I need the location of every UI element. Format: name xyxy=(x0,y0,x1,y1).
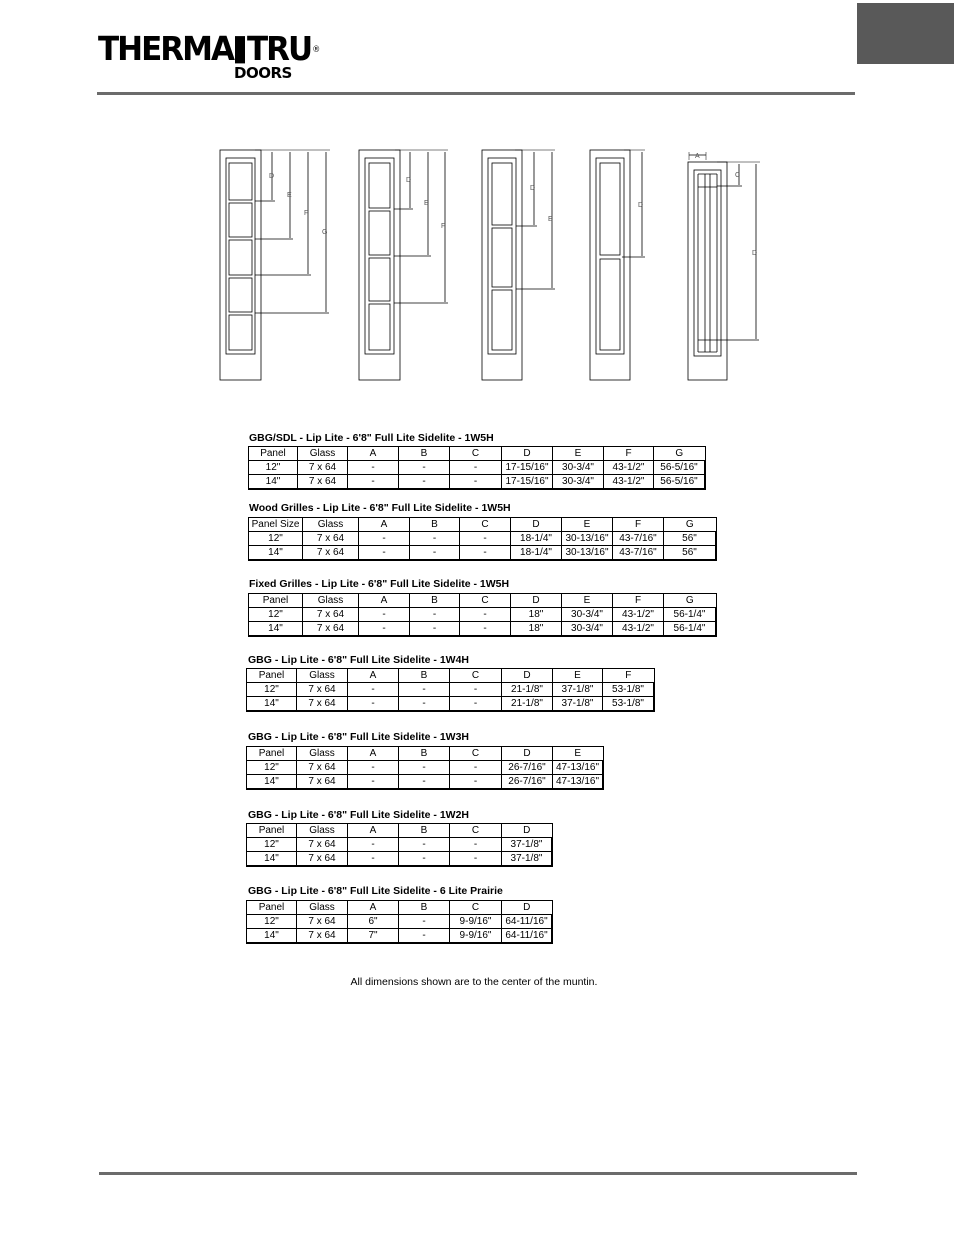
table-row xyxy=(247,929,553,944)
column-header: Glass xyxy=(303,594,359,608)
diagram-1-label-f: F xyxy=(304,210,309,217)
column-header: D xyxy=(502,747,553,761)
column-header: Panel xyxy=(249,447,298,461)
table-cell: 14" xyxy=(249,546,303,561)
table-cell: - xyxy=(410,622,460,637)
table-header-row xyxy=(247,669,655,683)
column-header: D xyxy=(502,447,553,461)
table-cell: 43-7/16" xyxy=(613,546,664,561)
table-cell: 7 x 64 xyxy=(297,852,348,867)
table-header-row xyxy=(249,447,706,461)
table-cell: - xyxy=(410,608,460,622)
table-cell: 56-5/16" xyxy=(654,461,706,475)
table-title-gbg-1w3h: GBG - Lip Lite - 6'8" Full Lite Sidelite - 1W3H xyxy=(248,731,469,743)
table-cell: 43-1/2" xyxy=(604,461,654,475)
spec-table-gbg-prairie xyxy=(246,900,553,944)
spec-table-gbg-1w2h xyxy=(246,823,553,867)
table-header-row xyxy=(249,518,717,532)
table-cell: - xyxy=(399,915,450,929)
table-cell: - xyxy=(399,683,450,697)
column-header: F xyxy=(604,447,654,461)
table-title-gbg-1w2h: GBG - Lip Lite - 6'8" Full Lite Sidelite - 1W2H xyxy=(248,809,469,821)
table-cell: 64-11/16" xyxy=(502,929,553,944)
table-cell: 30-13/16" xyxy=(562,546,613,561)
spec-table-fixed-grilles-1w5h xyxy=(248,593,717,637)
table-row xyxy=(247,915,553,929)
table-cell: 53-1/8" xyxy=(603,697,655,712)
column-header: Glass xyxy=(303,518,359,532)
table-cell: 12" xyxy=(249,608,303,622)
table-cell: - xyxy=(359,532,410,546)
table-cell: 7 x 64 xyxy=(303,546,359,561)
table-cell: 7 x 64 xyxy=(297,838,348,852)
table-cell: 7 x 64 xyxy=(303,622,359,637)
table-cell: - xyxy=(348,683,399,697)
table-cell: - xyxy=(450,761,502,775)
table-cell: - xyxy=(348,761,399,775)
logo-text-right: TRU xyxy=(246,30,312,69)
column-header: A xyxy=(348,447,399,461)
diagram-1-label-g: G xyxy=(322,229,328,236)
table-title-fixed-grilles-1w5h: Fixed Grilles - Lip Lite - 6'8" Full Lite Sidelite - 1W5H xyxy=(249,578,510,590)
table-cell: - xyxy=(450,461,502,475)
table-cell: 12" xyxy=(247,761,297,775)
table-cell: - xyxy=(399,775,450,790)
diagram-3-label-e: E xyxy=(548,216,553,223)
table-row xyxy=(247,697,655,712)
logo-subtitle: DOORS xyxy=(234,64,292,82)
footnote: All dimensions shown are to the center of the muntin. xyxy=(350,976,598,988)
diagram-4-label-d: D xyxy=(638,202,644,209)
column-header: D xyxy=(502,669,553,683)
table-row xyxy=(247,761,604,775)
table-cell: 14" xyxy=(247,852,297,867)
column-header: G xyxy=(664,594,717,608)
column-header: F xyxy=(603,669,655,683)
column-header: B xyxy=(410,594,460,608)
table-row xyxy=(247,775,604,790)
table-cell: 12" xyxy=(249,461,298,475)
table-cell: 26-7/16" xyxy=(502,775,553,790)
column-header: Glass xyxy=(297,747,348,761)
table-cell: 47-13/16" xyxy=(553,775,604,790)
table-cell: 43-7/16" xyxy=(613,532,664,546)
table-cell: - xyxy=(450,775,502,790)
table-cell: - xyxy=(399,475,450,490)
table-cell: - xyxy=(460,622,511,637)
table-cell: 18" xyxy=(511,608,562,622)
table-cell: - xyxy=(399,761,450,775)
table-cell: - xyxy=(399,461,450,475)
diagram-5-label-c: C xyxy=(735,172,741,179)
table-cell: 14" xyxy=(247,929,297,944)
column-header: Panel xyxy=(249,594,303,608)
table-cell: 18-1/4" xyxy=(511,532,562,546)
table-cell: 14" xyxy=(247,697,297,712)
table-cell: - xyxy=(460,546,511,561)
column-header: C xyxy=(450,901,502,915)
table-row xyxy=(249,608,717,622)
table-cell: 6" xyxy=(348,915,399,929)
table-cell: 64-11/16" xyxy=(502,915,553,929)
table-cell: - xyxy=(359,546,410,561)
table-cell: 7 x 64 xyxy=(297,775,348,790)
diagram-5-label-d: D xyxy=(752,250,758,257)
table-cell: - xyxy=(450,475,502,490)
table-cell: - xyxy=(399,838,450,852)
column-header: A xyxy=(348,747,399,761)
table-cell: 18-1/4" xyxy=(511,546,562,561)
diagram-1-label-d: D xyxy=(269,173,275,180)
spec-table-gbg-1w4h xyxy=(246,668,655,712)
column-header: Glass xyxy=(297,901,348,915)
diagram-1w3h xyxy=(482,150,555,380)
column-header: A xyxy=(348,901,399,915)
table-cell: 56-1/4" xyxy=(664,608,717,622)
table-cell: - xyxy=(410,546,460,561)
column-header: D xyxy=(511,518,562,532)
table-cell: 43-1/2" xyxy=(613,622,664,637)
table-cell: - xyxy=(450,852,502,867)
table-header-row xyxy=(247,901,553,915)
table-cell: 7 x 64 xyxy=(298,475,348,490)
table-cell: 37-1/8" xyxy=(502,852,553,867)
table-cell: - xyxy=(460,532,511,546)
table-cell: 21-1/8" xyxy=(502,683,553,697)
table-row xyxy=(249,622,717,637)
table-header-row xyxy=(249,594,717,608)
table-cell: - xyxy=(399,929,450,944)
column-header: B xyxy=(399,447,450,461)
table-cell: - xyxy=(460,608,511,622)
table-cell: 18" xyxy=(511,622,562,637)
table-row xyxy=(249,532,717,546)
table-cell: - xyxy=(450,697,502,712)
table-cell: 7 x 64 xyxy=(297,697,348,712)
table-cell: 37-1/8" xyxy=(553,683,603,697)
diagram-1w5h xyxy=(220,150,330,380)
column-header: E xyxy=(553,669,603,683)
diagram-1w2h xyxy=(590,150,645,380)
table-cell: 7" xyxy=(348,929,399,944)
table-cell: 9-9/16" xyxy=(450,929,502,944)
column-header: A xyxy=(348,824,399,838)
table-cell: - xyxy=(399,697,450,712)
table-cell: 30-3/4" xyxy=(562,608,613,622)
table-cell: 12" xyxy=(249,532,303,546)
table-title-gbg-1w4h: GBG - Lip Lite - 6'8" Full Lite Sidelite - 1W4H xyxy=(248,654,469,666)
table-header-row xyxy=(247,747,604,761)
table-cell: 12" xyxy=(247,683,297,697)
spec-table-gbg-1w3h xyxy=(246,746,604,790)
table-cell: - xyxy=(359,608,410,622)
column-header: E xyxy=(553,447,604,461)
table-cell: 30-13/16" xyxy=(562,532,613,546)
column-header: F xyxy=(613,518,664,532)
table-cell: 7 x 64 xyxy=(297,915,348,929)
diagram-prairie xyxy=(688,152,760,380)
table-row xyxy=(249,546,717,561)
column-header: F xyxy=(613,594,664,608)
column-header: B xyxy=(399,747,450,761)
column-header: G xyxy=(654,447,706,461)
column-header: G xyxy=(664,518,717,532)
table-title-wood-grilles-1w5h: Wood Grilles - Lip Lite - 6'8" Full Lite Sidelite - 1W5H xyxy=(249,502,511,514)
table-cell: - xyxy=(450,683,502,697)
column-header: Glass xyxy=(298,447,348,461)
column-header: E xyxy=(562,594,613,608)
table-cell: - xyxy=(399,852,450,867)
table-cell: 43-1/2" xyxy=(604,475,654,490)
column-header: A xyxy=(359,518,410,532)
table-cell: 56-1/4" xyxy=(664,622,717,637)
footer-rule xyxy=(99,1172,857,1175)
logo-registered-mark: ® xyxy=(312,44,321,54)
column-header: C xyxy=(450,447,502,461)
column-header: C xyxy=(450,824,502,838)
table-title-gbg-sdl-1w5h: GBG/SDL - Lip Lite - 6'8" Full Lite Sidelite - 1W5H xyxy=(249,432,494,444)
table-cell: - xyxy=(348,775,399,790)
table-row xyxy=(247,683,655,697)
column-header: Glass xyxy=(297,824,348,838)
table-cell: 7 x 64 xyxy=(297,929,348,944)
diagram-2-label-d: D xyxy=(406,177,412,184)
table-header-row xyxy=(247,824,553,838)
table-cell: 53-1/8" xyxy=(603,683,655,697)
table-cell: 30-3/4" xyxy=(553,475,604,490)
spec-table-gbg-sdl-1w5h xyxy=(248,446,706,490)
table-cell: 7 x 64 xyxy=(303,608,359,622)
table-row xyxy=(249,475,706,490)
table-cell: 56-5/16" xyxy=(654,475,706,490)
table-cell: 17-15/16" xyxy=(502,461,553,475)
table-cell: 7 x 64 xyxy=(298,461,348,475)
diagram-2-label-e: E xyxy=(424,200,429,207)
table-cell: 7 x 64 xyxy=(297,761,348,775)
diagram-1-label-e: E xyxy=(287,192,292,199)
column-header: D xyxy=(502,901,553,915)
table-cell: 12" xyxy=(247,915,297,929)
table-cell: - xyxy=(359,622,410,637)
table-cell: - xyxy=(348,697,399,712)
table-cell: 26-7/16" xyxy=(502,761,553,775)
sidelite-diagrams xyxy=(0,0,954,400)
diagram-5-label-a: A xyxy=(695,153,700,160)
table-cell: 56" xyxy=(664,532,717,546)
diagram-1w4h xyxy=(359,150,448,380)
column-header: C xyxy=(450,747,502,761)
table-cell: - xyxy=(348,461,399,475)
table-cell: - xyxy=(410,532,460,546)
column-header: A xyxy=(359,594,410,608)
table-cell: 30-3/4" xyxy=(553,461,604,475)
table-cell: 9-9/16" xyxy=(450,915,502,929)
diagram-3-label-d: D xyxy=(530,185,536,192)
table-cell: 21-1/8" xyxy=(502,697,553,712)
table-title-gbg-prairie: GBG - Lip Lite - 6'8" Full Lite Sidelite - 6 Lite Prairie xyxy=(248,885,503,897)
column-header: B xyxy=(410,518,460,532)
column-header: B xyxy=(399,669,450,683)
table-cell: 43-1/2" xyxy=(613,608,664,622)
table-cell: 37-1/8" xyxy=(553,697,603,712)
column-header: Panel xyxy=(247,824,297,838)
column-header: Glass xyxy=(297,669,348,683)
table-row xyxy=(249,461,706,475)
column-header: C xyxy=(460,594,511,608)
spec-table-wood-grilles-1w5h xyxy=(248,517,717,561)
column-header: E xyxy=(553,747,604,761)
table-cell: 14" xyxy=(249,622,303,637)
table-row xyxy=(247,838,553,852)
table-cell: - xyxy=(348,852,399,867)
logo-text-left: THERMA xyxy=(98,30,233,69)
table-cell: - xyxy=(450,838,502,852)
column-header: B xyxy=(399,901,450,915)
table-cell: 17-15/16" xyxy=(502,475,553,490)
column-header: Panel Size xyxy=(249,518,303,532)
column-header: B xyxy=(399,824,450,838)
column-header: A xyxy=(348,669,399,683)
table-cell: 30-3/4" xyxy=(562,622,613,637)
table-cell: - xyxy=(348,838,399,852)
table-cell: 47-13/16" xyxy=(553,761,604,775)
column-header: Panel xyxy=(247,747,297,761)
table-cell: - xyxy=(348,475,399,490)
table-row xyxy=(247,852,553,867)
column-header: C xyxy=(460,518,511,532)
column-header: Panel xyxy=(247,901,297,915)
table-cell: 7 x 64 xyxy=(297,683,348,697)
diagram-2-label-f: F xyxy=(441,223,446,230)
table-cell: 14" xyxy=(247,775,297,790)
table-cell: 7 x 64 xyxy=(303,532,359,546)
table-cell: 56" xyxy=(664,546,717,561)
column-header: Panel xyxy=(247,669,297,683)
column-header: E xyxy=(562,518,613,532)
table-cell: 37-1/8" xyxy=(502,838,553,852)
column-header: C xyxy=(450,669,502,683)
table-cell: 12" xyxy=(247,838,297,852)
column-header: D xyxy=(502,824,553,838)
table-cell: 14" xyxy=(249,475,298,490)
column-header: D xyxy=(511,594,562,608)
